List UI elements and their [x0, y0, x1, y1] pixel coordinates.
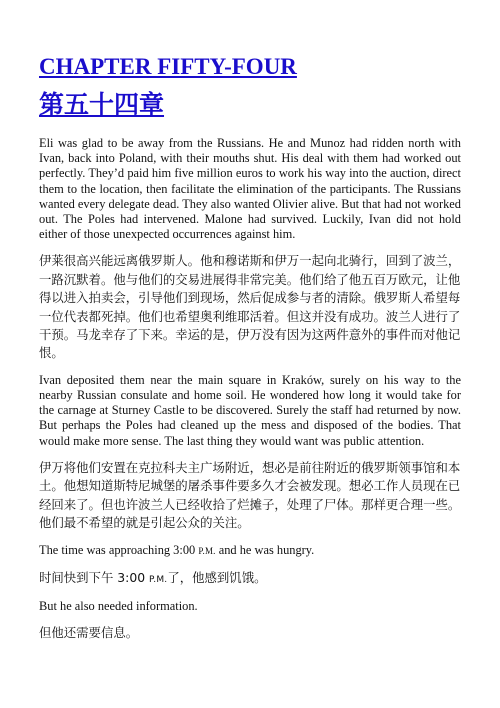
time-paragraph-cn	[39, 569, 461, 589]
closing-paragraph-en: But he also needed information.	[39, 599, 198, 614]
paragraph-en-2: Ivan deposited them near the main square in Kraków, surely on his way to the nearby Russian consulate and home soil. He wondered how long it would take for the carnage at Sturney Castle to be discovered. Surely the staff had returned by now. But perhaps the Poles had cleaned up the mess and disposed of the bodies. That would make more sense. The last thing they would want was public attention.	[39, 372, 461, 448]
pm-abbrev-cn: P.M.	[149, 574, 168, 585]
paragraph-cn-1: 伊莱很高兴能远离俄罗斯人。他和穆诺斯和伊万一起向北骑行，回到了波兰，一路沉默着。他与他们的交易进展得非常完美。他们给了他五百万欧元，让他得以进入拍卖会，引导他们到现场，然后促成参与者的清除。俄罗斯人希望每一位代表都死掉。他们也希望奥利维耶活着。但这并没有成功。波兰人进行了干预。马龙幸存了下来。幸运的是，伊万没有因为这两件意外的事件而对他记恨。	[39, 253, 461, 361]
book-page	[39, 52, 461, 653]
closing-paragraph-cn: 但他还需要信息。	[39, 625, 139, 641]
time-text-en-end: and he was hungry.	[215, 542, 315, 557]
paragraph-cn-2: 伊万将他们安置在克拉科夫主广场附近，想必是前往附近的俄罗斯领事馆和本土。他想知道斯特尼城堡的屠杀事件要多久才会被发现。想必工作人员现在已经回来了。但也许波兰人已经收拾了烂摊子，处理了尸体。那样更合理一些。他们最不希望的就是引起公众的关注。	[39, 459, 461, 531]
time-paragraph-en	[39, 543, 461, 559]
pm-abbrev-en: P.M.	[198, 545, 216, 556]
chapter-title-cn-link[interactable]: 第五十四章	[39, 90, 165, 119]
chapter-title-link[interactable]: CHAPTER FIFTY-FOUR	[39, 54, 297, 79]
paragraph-en-1: Eli was glad to be away from the Russians. He and Munoz had ridden north with Ivan, back into Poland, with their mouths shut. His deal with them had worked out perfectly. They’d paid him five million euros to work his way into the auction, direct them to the location, then facilitate the elimination of the participants. The Russians wanted every delegate dead. They also wanted Olivier alive. But that had not worked out. The Poles had intervened. Malone had survived. Luckily, Ivan did not hold either of those unexpected occurrences against him.	[39, 136, 461, 242]
time-text-en-start: The time was approaching 3:00	[39, 542, 199, 557]
time-text-cn-end: 了，他感到饥饿。	[167, 569, 267, 585]
time-text-cn-start: 时间快到下午 3:00	[39, 569, 150, 585]
